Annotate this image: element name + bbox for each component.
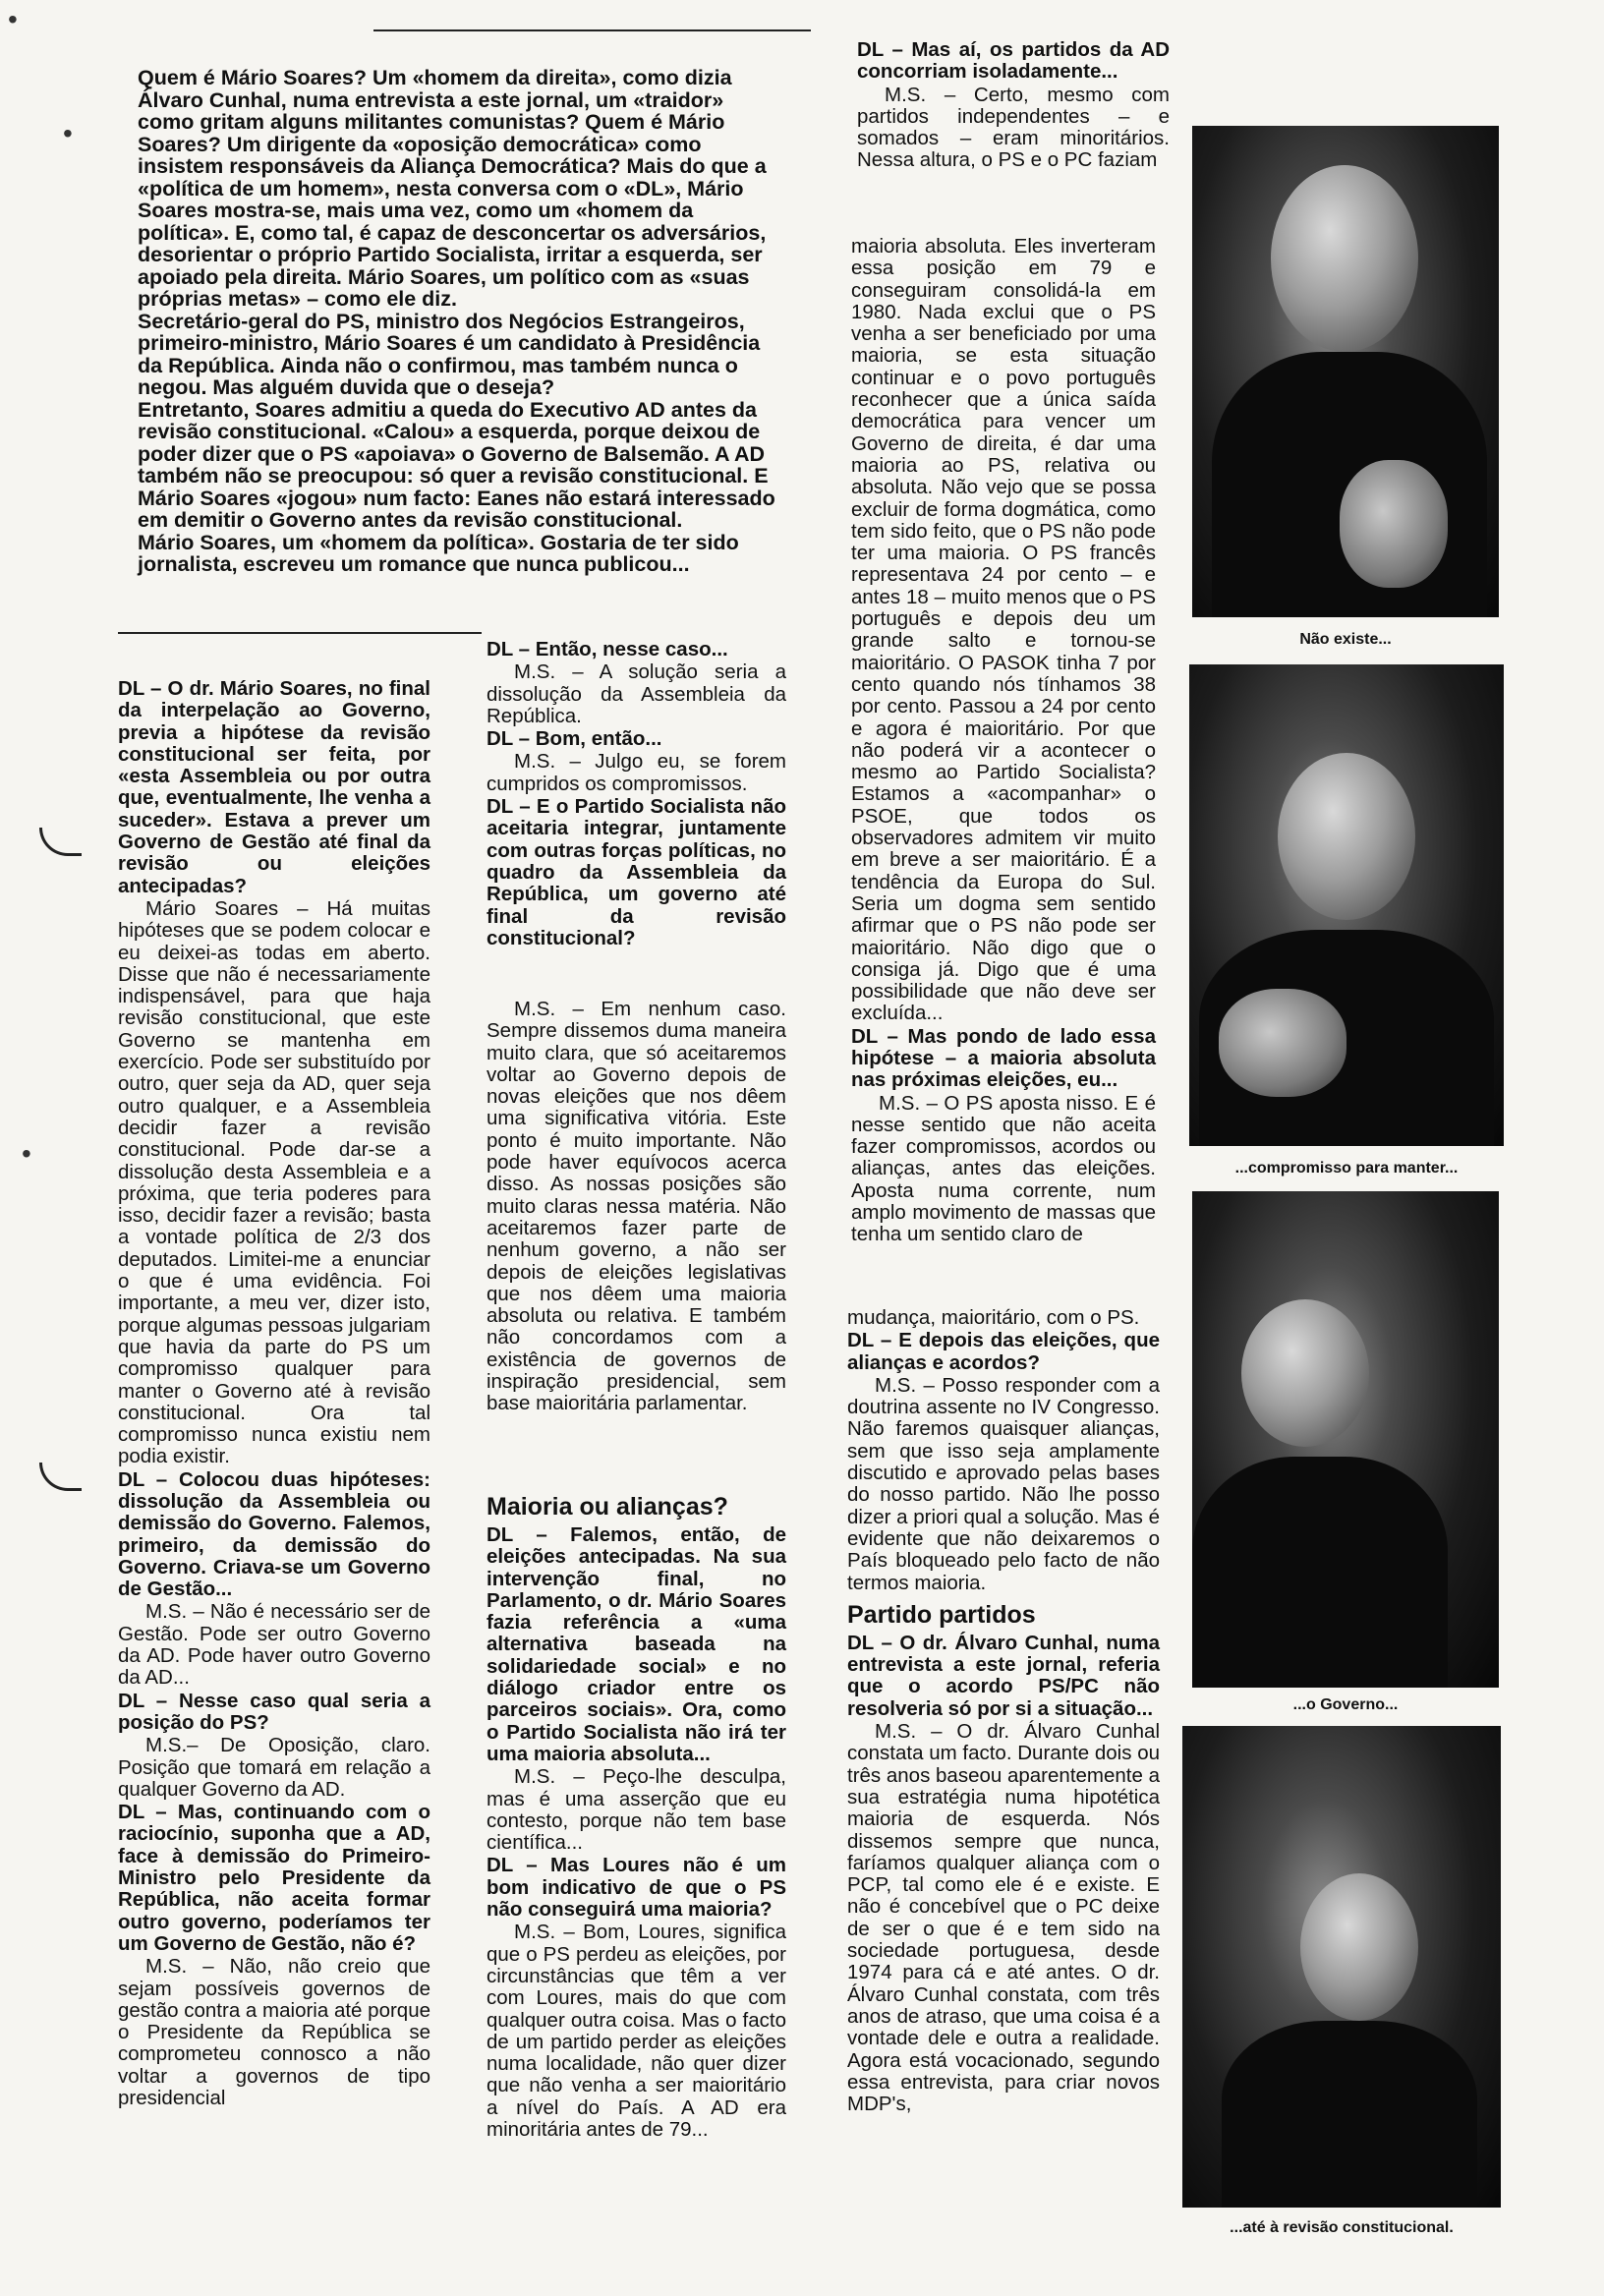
portrait-photo-3 [1192,1191,1499,1688]
article-column-2a [487,639,786,950]
interview-answer: Mário Soares – Há muitas hipóteses que se podem colocar e eu deixei-as todas em aberto. Disse que não é necessariamente indispensável, para que haja revisão constitucional, que este Governo se mantenha em exercício. Pode ser substituído por outro, quer seja da AD, quer seja outro qualquer, e a Assembleia decidir fazer a revisão constitucional. Pode dar-se a dissolução desta Assembleia e a próxima, que teria poderes para isso, decidir fazer a revisão; basta a vontade política de 2/3 dos deputados. Limitei-me a enunciar o que é uma evidência. Foi importante, a meu ver, dizer isto, porque algumas pessoas julgariam que havia da parte do PS um compromisso qualquer para manter o Governo até à revisão constitucional. Ora tal compromisso nunca existiu nem podia existir. [118,896,430,1468]
interview-answer: M.S. – O PS aposta nisso. E é nesse sentido que não aceita fazer compromissos, acordos ou alianças, antes das eleições. Aposta numa corrente, num amplo movimento de massas que tenha um sentido claro de [851,1091,1156,1246]
interview-answer: M.S. – Não, não creio que sejam possíveis governos de gestão contra a maioria até porque o Presidente da República se comprometeu connosco a não voltar a governos de tipo presidencial [118,1955,430,2109]
article-column-2c [487,1486,786,2142]
portrait-photo-1 [1192,126,1499,617]
interview-answer-continued: mudança, maioritário, com o PS. [847,1306,1140,1329]
interview-question: DL – Mas aí, os partidos da AD concorriam isoladamente... [857,38,1170,84]
interview-question: DL – Mas pondo de lado essa hipótese – a maioria absoluta nas próximas eleições, eu... [851,1024,1156,1092]
interview-answer-continued: maioria absoluta. Eles inverteram essa posição em 79 e conseguiram consolidá-la em 1980. Nada exclui que o PS venha a ser beneficiado por uma maioria, se esta situação continuar e o povo português reconhecer que a única saída democrática para vencer um Governo de direita, é dar uma maioria ao PS, relativa ou absoluta. Não vejo que se possa excluir de forma dogmática, como tem sido feito, que o PS não pode ter uma maioria. O PS francês representava 24 por cento – e antes 18 – muito menos que o PS português e depois deu um grande salto e tornou-se maioritário. O PASOK tinha 7 por cento quando nós tínhamos 38 por cento. Passou a 24 por cento e agora é maioritário. Por que não poderá vir a acontecer o mesmo ao Partido Socialista? Estamos a «acompanhar» o PSOE, que todos os observadores admitem vir muito em breve a ser maioritário. É a tendência da Europa do Sul. Seria um dogma sem sentido afirmar que o PS não pode ser maioritário. Não digo que o consiga já. Digo que é uma possibilidade que não deve ser excluída... [851,235,1156,1025]
interview-question: DL – Falemos, então, de eleições antecipadas. Na sua intervenção final, no Parlamento, o dr. Mário Soares fazia referência a «uma alternativa baseada na solidariedade social» e no diálogo criador entre os parceiros sociais». Ora, como o Partido Socialista não irá ter uma maioria absoluta... [487,1523,786,1765]
article-column-3c [847,1307,1160,2116]
interview-answer: M.S. – Certo, mesmo com partidos independentes – e somados – eram minoritários. Nessa altura, o PS e o PC faziam [857,83,1170,172]
section-heading-maioria: Maioria ou alianças? [487,1493,728,1521]
interview-question: DL – O dr. Mário Soares, no final da interpelação ao Governo, previa a hipótese da revisão constitucional ser feita, por «esta Assembleia ou por outra que, eventualmente, lhe venha a suceder». Estava a prever um Governo de Gestão até final da revisão ou eleições antecipadas? [118,677,430,897]
page-mark-dot: • [63,118,73,148]
page-mark-dot: • [22,1138,31,1169]
section-heading-partido: Partido partidos [847,1600,1036,1629]
article-column-1 [118,678,430,2110]
portrait-photo-4 [1182,1726,1501,2208]
margin-bracket-mark [39,828,82,856]
top-rule [373,29,811,31]
interview-question: DL – Mas, continuando com o raciocínio, suponha que a AD, face à demissão do Primeiro-Ministro pelo Presidente da República, não aceita formar outro governo, poderíamos ter um Governo de Gestão, não é? [118,1801,430,1955]
interview-question: DL – Mas Loures não é um bom indicativo de que o PS não conseguirá uma maioria? [487,1854,786,1922]
interview-question: DL – E o Partido Socialista não aceitaria integrar, juntamente com outras forças políticas, no quadro da Assembleia da República, um governo até final da revisão constitucional? [487,795,786,949]
lead-paragraph: Entretanto, Soares admitiu a queda do Executivo AD antes da revisão constitucional. «Calou» a esquerda, porque deixou de poder dizer que o PS «apoiava» o Governo de Balsemão. A AD também não se preocupou: só quer a revisão constitucional. E Mário Soares «jogou» num facto: Eanes não estará interessado em demitir o Governo antes da revisão constitucional. [138,397,775,532]
lead-paragraph: Quem é Mário Soares? Um «homem da direita», como dizia Álvaro Cunhal, numa entrevista a este jornal, um «traidor» como gritam alguns militantes comunistas? Quem é Mário Soares? Um dirigente da «oposição democrática» como insistem responsáveis da Aliança Democrática? Mais do que a «política de um homem», nesta conversa com o «DL», Mário Soares mostra-se, mais uma vez, como um «homem da política». E, como tal, é capaz de desconcertar os adversários, desorientar o próprio Partido Socialista, irritar a esquerda, ser apoiado pela direita. Mário Soares, um político com as «suas próprias metas» – como ele diz. [138,66,767,311]
interview-question: DL – Colocou duas hipóteses: dissolução da Assembleia ou demissão do Governo. Falemos, primeiro, da demissão do Governo. Criava-se um Governo de Gestão... [118,1467,430,1601]
interview-answer: M.S. – Peço-lhe desculpa, mas é uma asserção que eu contesto, porque não tem base científica... [487,1765,786,1855]
interview-answer: M.S. – Bom, Loures, significa que o PS perdeu as eleições, por circunstâncias que têm a ver com Loures, mais do que com qualquer outra coisa. Mas o facto de um partido perder as eleições numa localidade, não quer dizer que não venha a ser maioritário a nível do País. A AD era minoritária antes de 79... [487,1921,786,2142]
lead-paragraph: Secretário-geral do PS, ministro dos Negócios Estrangeiros, primeiro-ministro, Mário Soares é um candidato à Presidência da República. Ainda não o confirmou, mas também nunca o negou. Mas alguém duvida que o deseja? [138,309,761,399]
photo-caption-2: ...compromisso para manter... [1234,1160,1459,1177]
article-column-3a [857,39,1170,173]
photo-caption-3: ...o Governo... [1292,1696,1399,1713]
interview-question: DL – Bom, então... [487,727,662,751]
interview-answer: M.S. – Posso responder com a doutrina assente no IV Congresso. Não faremos quaisquer alianças, sem que isso seja amplamente discutido e aprovado pelas bases do nosso partido. Não lhe posso dizer a priori qual a solução. Mas é evidente que não deixaremos o País bloqueado pelo facto de não termos maioria. [847,1373,1160,1594]
interview-answer: M.S. – Não é necessário ser de Gestão. Pode ser outro Governo da AD. Pode haver outro Governo da AD... [118,1600,430,1690]
photo-caption-1: Não existe... [1299,631,1392,648]
page-mark-dot: • [8,4,18,34]
interview-question: DL – Então, nesse caso... [487,638,728,660]
photo-caption-4: ...até à revisão constitucional. [1230,2219,1454,2236]
interview-question: DL – O dr. Álvaro Cunhal, numa entrevista a este jornal, referia que o acordo PS/PC não resolveria só por si a situação... [847,1631,1160,1720]
interview-answer: M.S.– De Oposição, claro. Posição que tomará em relação a qualquer Governo da AD. [118,1734,430,1801]
article-lead [138,67,781,576]
interview-answer: M.S. – O dr. Álvaro Cunhal constata um facto. Durante dois ou três anos baseou aparentemente a sua estratégia numa hipotética maioria de esquerda. Nós dissemos sempre que nunca, faríamos qualquer aliança com o PCP, tal como ele é e existe. E não é concebível que o PC deixe de ser o que é e tem sido na sociedade portuguesa, desde 1974 para cá e até antes. O dr. Álvaro Cunhal constata, com três anos de atraso, que uma coisa é a vontade dele e outra a realidade. Agora está vocacionado, segundo essa entrevista, para criar novos MDP's, [847,1720,1160,2116]
article-column-3b [851,236,1156,1247]
lead-separator-rule [118,632,482,634]
portrait-photo-2 [1189,664,1504,1146]
interview-question: DL – Nesse caso qual seria a posição do PS? [118,1689,430,1734]
interview-answer: M.S. – Julgo eu, se forem cumpridos os compromissos. [487,750,786,795]
article-column-2b [487,999,786,1416]
interview-answer: M.S. – A solução seria a dissolução da Assembleia da República. [487,660,786,727]
interview-question: DL – E depois das eleições, que alianças e acordos? [847,1329,1160,1374]
interview-answer: M.S. – Em nenhum caso. Sempre dissemos duma maneira muito clara, que só aceitaremos voltar ao Governo depois de novas eleições que nos dêem uma significativa vitória. Este ponto é muito importante. Não pode haver equívocos acerca disso. As nossas posições são muito claras nessa matéria. Não aceitaremos fazer parte de nenhum governo, a não ser depois de eleições legislativas que nos dêem uma maioria absoluta ou relativa. E também não concordamos com a existência de governos de inspiração presidencial, sem base maioritária parlamentar. [487,998,786,1415]
lead-paragraph: Mário Soares, um «homem da política». Gostaria de ter sido jornalista, escreveu um romance que nunca publicou... [138,530,739,576]
margin-bracket-mark [39,1463,82,1491]
